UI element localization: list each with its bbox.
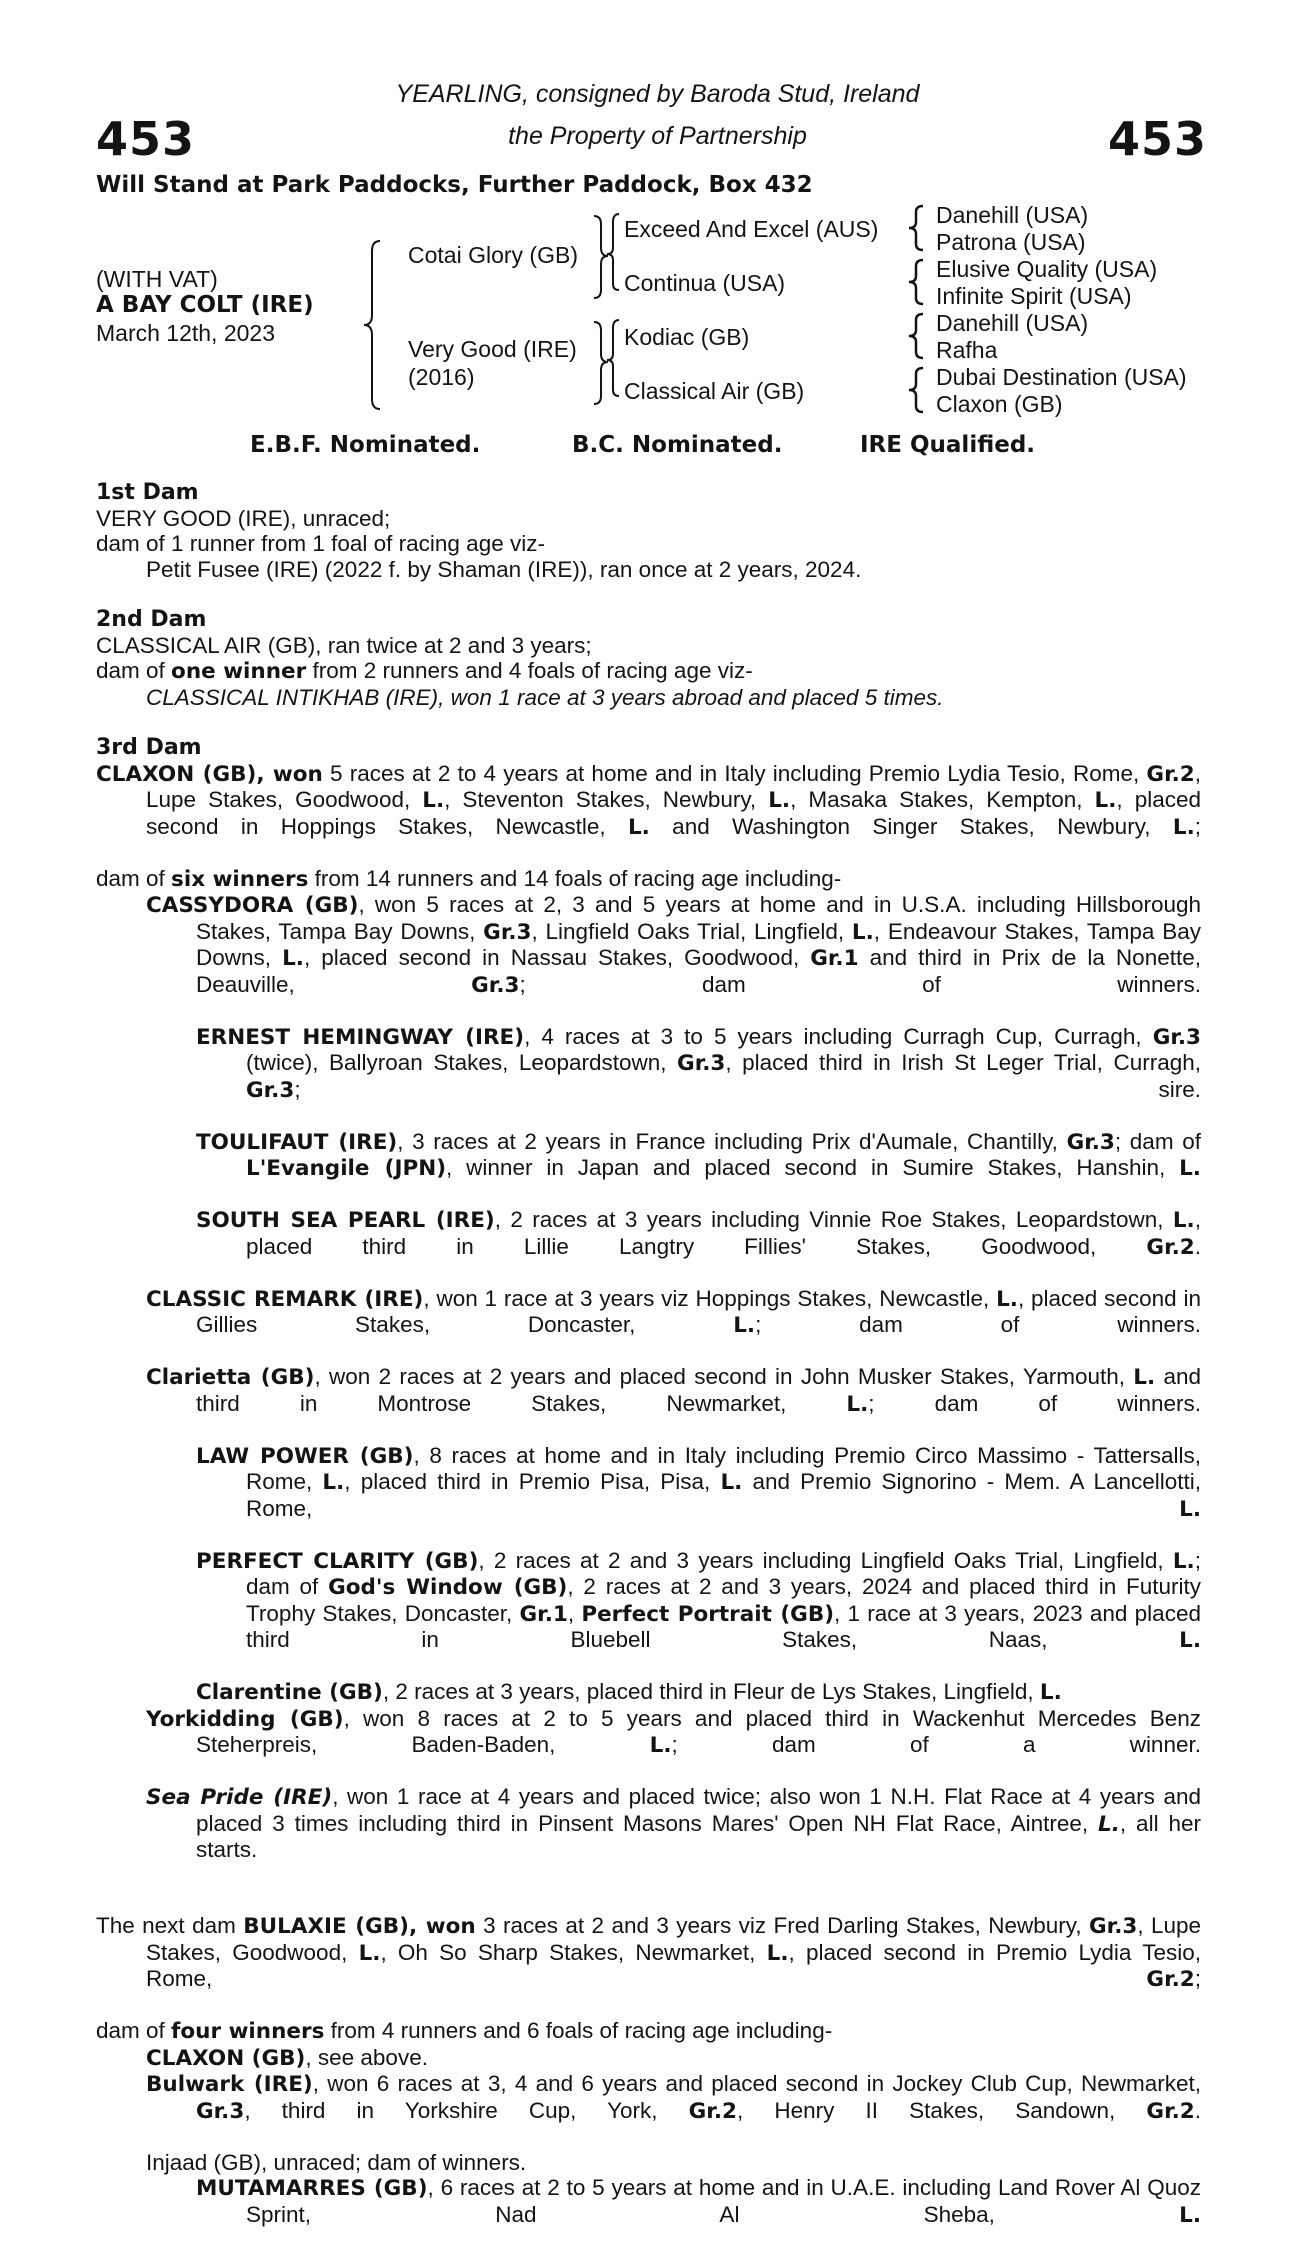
first-dam-produce: Petit Fusee (IRE) (2022 f. by Shaman (IRE)), ran once at 2 years, 2024. [146,556,862,582]
ire-qualified: IRE Qualified. [860,432,1036,458]
sire-name: Cotai Glory (GB) [408,242,578,268]
yorkidding-entry: Yorkidding (GB), won 8 races at 2 to 5 years and placed third in Wackenhut Mercedes Benz Steherpreis, Baden-Baden, L.; dam of a winner. [146,1705,1201,1758]
sire-dam-name: Continua (USA) [624,270,786,296]
first-dam-line1: VERY GOOD (IRE), unraced; [96,505,391,531]
property-line: the Property of Partnership [508,122,807,150]
ss-dam-name: Patrona (USA) [936,229,1086,255]
claxon-entry: CLAXON (GB), won 5 races at 2 to 4 years at home and in Italy including Premio Lydia Tesio, Rome, Gr.2, Lupe Stakes, Goodwood, L., Steventon Stakes, Newbury, L., Masaka Stakes, Kempton, L., placed second in Hoppings Stakes, Newcastle, L. and Washington Singer Stakes, Newbury, L.; [96,760,1202,840]
foaled-date: March 12th, 2023 [96,320,276,346]
bc-nomination: B.C. Nominated. [572,432,783,458]
bulaxie-entry: The next dam BULAXIE (GB), won 3 races at 2 and 3 years viz Fred Darling Stakes, Newbury, Gr.3, Lupe Stakes, Goodwood, L., Oh So Sharp Stakes, Newmarket, L., placed second in Premio Lydia Tesio, Rome, Gr.2; [96,1913,1202,1992]
mutamarres-entry: MUTAMARRES (GB), 6 races at 2 to 5 years at home and in U.A.E. including Land Rover Al Quoz Sprint, Nad Al Sheba, L. [196,2175,1201,2228]
location-line: Will Stand at Park Paddocks, Further Paddock, Box 432 [96,172,813,198]
second-dam-heading: 2nd Dam [96,607,207,632]
injaad-entry: Injaad (GB), unraced; dam of winners. [146,2149,527,2175]
third-dam-produce-summary: dam of six winners from 14 runners and 14 foals of racing age including- [96,865,842,892]
pedigree-brace-dam-sire [605,316,625,401]
cassydora-entry: CASSYDORA (GB), won 5 races at 2, 3 and 5 years at home and in U.S.A. including Hillsborough Stakes, Tampa Bay Downs, Gr.3, Lingfield Oaks Trial, Lingfield, L., Endeavour Stakes, Tampa Bay Downs, L., placed second in Nassau Stakes, Goodwood, Gr.1 and third in Prix de la Nonette, Deauville, Gr.3; dam of winners. [146,892,1202,998]
pedigree-brace-ss [905,202,929,254]
clarentine-entry: Clarentine (GB), 2 races at 3 years, placed third in Fleur de Lys Stakes, Lingfield, L. [196,1679,1062,1705]
pedigree-brace-sd [905,256,929,308]
ds-sire-name: Danehill (USA) [936,310,1089,336]
sea-pride-entry: Sea Pride (IRE), won 1 race at 4 years and placed twice; also won 1 N.H. Flat Race at 4 years and placed 3 times including third in Pinsent Masons Mares' Open NH Flat Race, Aintree, L., all her starts. [146,1784,1201,1862]
lot-number-right: 453 [1107,112,1207,166]
sire-sire-name: Exceed And Excel (AUS) [624,216,879,242]
clarietta-entry: Clarietta (GB), won 2 races at 2 years and placed second in John Musker Stakes, Yarmouth, L. and third in Montrose Stakes, Newmarket, L.; dam of winners. [146,1364,1202,1417]
bulwark-entry: Bulwark (IRE), won 6 races at 3, 4 and 6 years and placed second in Jockey Club Cup, Newmarket, Gr.3, third in Yorkshire Cup, York, Gr.2, Henry II Stakes, Sandown, Gr.2. [146,2071,1201,2124]
first-dam-line2: dam of 1 runner from 1 foal of racing age viz- [96,531,545,556]
ds-dam-name: Rafha [936,337,998,363]
dd-sire-name: Dubai Destination (USA) [936,364,1187,390]
toulifaut-entry: TOULIFAUT (IRE), 3 races at 2 years in France including Prix d'Aumale, Chantilly, Gr.3; dam of L'Evangile (JPN), winner in Japan and placed second in Sumire Stakes, Hanshin, L. [196,1128,1201,1181]
horse-name: A BAY COLT (IRE) [96,292,314,318]
pedigree-brace-dd [905,364,929,416]
classic-remark-entry: CLASSIC REMARK (IRE), won 1 race at 3 years viz Hoppings Stakes, Newcastle, L., placed second in Gillies Stakes, Doncaster, L.; dam of winners. [146,1285,1202,1338]
first-dam-heading: 1st Dam [96,480,199,505]
sd-sire-name: Elusive Quality (USA) [936,256,1158,282]
vat-label: (WITH VAT) [96,266,218,292]
pedigree-brace-ds [905,310,929,362]
pedigree-brace-sire-sire [605,210,625,295]
south-sea-pearl-entry: SOUTH SEA PEARL (IRE), 2 races at 3 years including Vinnie Roe Stakes, Leopardstown, L., placed third in Lillie Langtry Fillies' Stakes, Goodwood, Gr.2. [196,1207,1201,1260]
third-dam-heading: 3rd Dam [96,735,202,760]
consignor-line: YEARLING, consigned by Baroda Stud, Ireland [395,80,920,108]
ebf-nomination: E.B.F. Nominated. [250,432,481,458]
catalogue-body [96,480,1201,2254]
dam-year: (2016) [408,364,475,390]
second-dam-line1: CLASSICAL AIR (GB), ran twice at 2 and 3 years; [96,632,592,658]
perfect-clarity-entry: PERFECT CLARITY (GB), 2 races at 2 and 3 years including Lingfield Oaks Trial, Lingfield, L.; dam of God's Window (GB), 2 races at 2 and 3 years, 2024 and placed third in Futurity Trophy Stakes, Doncaster, Gr.1, Perfect Portrait (GB), 1 race at 3 years, 2023 and placed third in Bluebell Stakes, Naas, L. [196,1547,1201,1653]
ernest-hemingway-entry: ERNEST HEMINGWAY (IRE), 4 races at 3 to 5 years including Curragh Cup, Curragh, Gr.3 (twice), Ballyroan Stakes, Leopardstown, Gr.3, placed third in Irish St Leger Trial, Curragh, Gr.3; sire. [196,1023,1201,1103]
lot-number-left: 453 [96,112,196,166]
claxon-ref-entry: CLAXON (GB), see above. [146,2044,428,2071]
dd-dam-name: Claxon (GB) [936,391,1063,417]
ss-sire-name: Danehill (USA) [936,202,1089,228]
bulaxie-produce-summary: dam of four winners from 4 runners and 6 foals of racing age including- [96,2018,833,2044]
dam-sire-name: Kodiac (GB) [624,324,750,350]
second-dam-produce: CLASSICAL INTIKHAB (IRE), won 1 race at 3 years abroad and placed 5 times. [146,684,944,710]
dam-name: Very Good (IRE) [408,336,577,362]
second-dam-line2: dam of one winner from 2 runners and 4 foals of racing age viz- [96,658,753,684]
sd-dam-name: Infinite Spirit (USA) [936,283,1132,309]
pedigree-brace-main [360,235,400,415]
dam-dam-name: Classical Air (GB) [624,378,805,404]
law-power-entry: LAW POWER (GB), 8 races at home and in Italy including Premio Circo Massimo - Tattersalls, Rome, L., placed third in Premio Pisa, Pisa, L. and Premio Signorino - Mem. A Lancellotti, Rome, L. [196,1442,1202,1522]
